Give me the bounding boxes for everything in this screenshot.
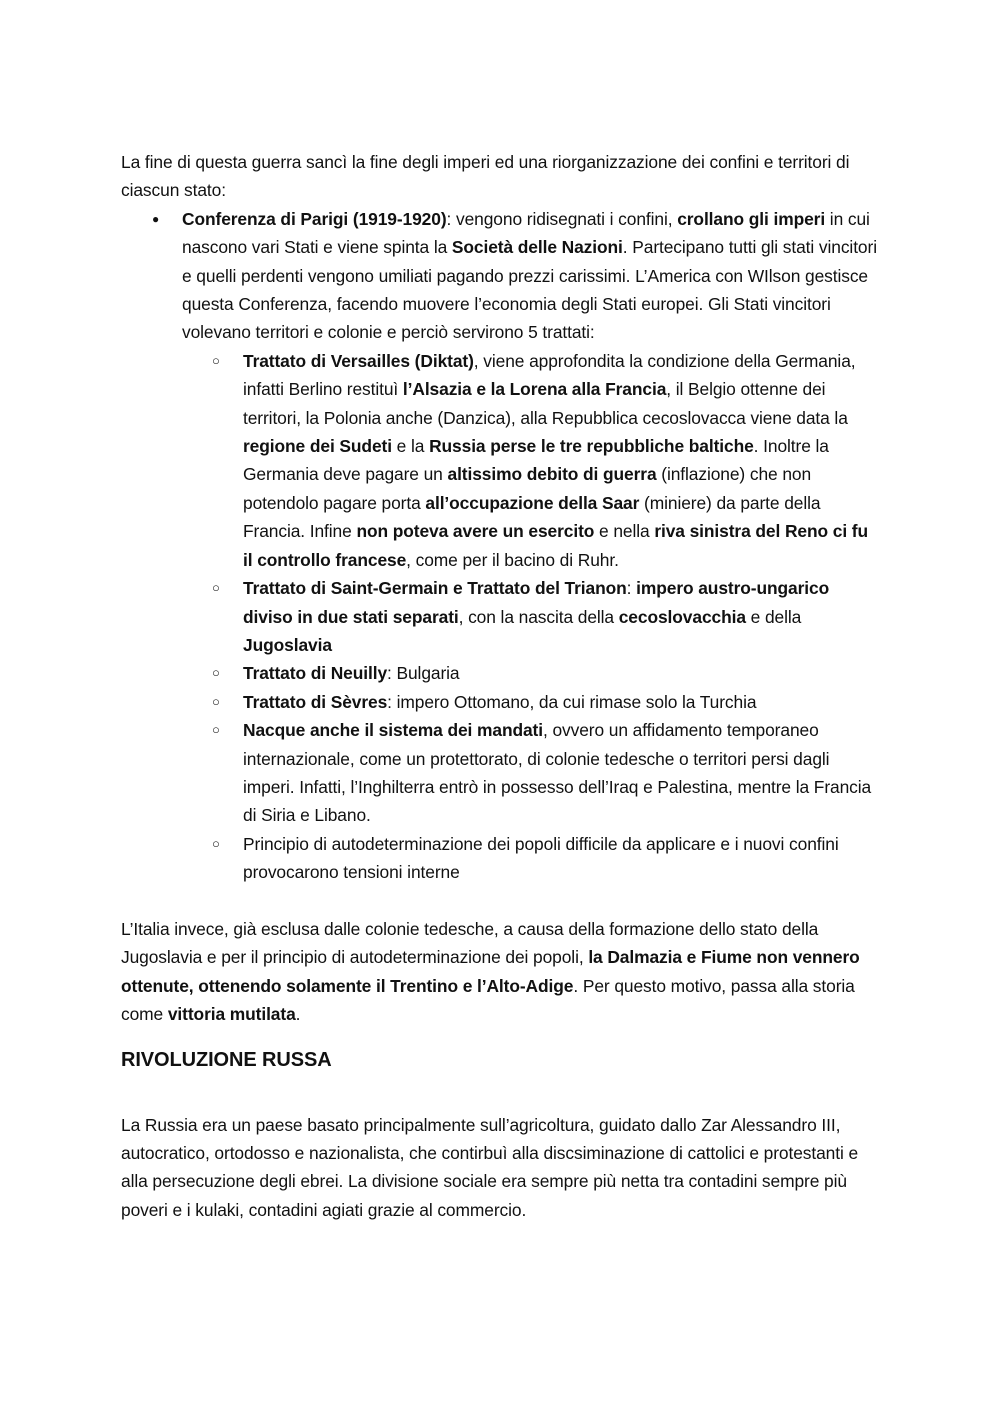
text-run: e della [745,606,802,627]
sub-bullet-sevres [182,688,881,716]
text-run: , ovvero un affidamento temporaneo internazionale, come un protettorato, di colonie tedesche o territori persi dagli imperi. Infatti, l’Inghilterra entrò in possesso dell’Iraq e Palestina, mentre la Francia di Siria e Libano. [243,720,872,826]
text-run: (miniere) da parte della Francia. Infine [243,492,821,542]
text-run: , il Belgio ottenne dei territori, la Polonia anche (Danzica), alla Repubblica cecoslovacca viene data la [243,379,848,428]
sub-bullet-versailles [182,347,881,574]
bold-text: Trattato di Sèvres [243,691,388,712]
sub-bullet-saint-germain [182,574,881,659]
bold-text: la Dalmazia e Fiume non vennero ottenute, ottenendo solamente il Trentino e l’Alto-Adige [121,947,860,996]
text-run: : impero Ottomano, da cui rimase solo la Turchia [387,691,757,712]
bold-text: vittoria mutilata [167,1004,296,1025]
heading-spacer [121,1075,881,1111]
heading-spacer [121,1029,881,1045]
text-run: . Per questo motivo, passa alla storia come [121,975,855,1025]
bold-text: impero austro-ungarico diviso in due stati separati [243,578,830,627]
italia-paragraph [121,915,881,1029]
text-run: : [626,578,637,599]
bold-text: Trattato di Neuilly [243,663,388,684]
bold-text: l’Alsazia e la Lorena alla Francia [402,379,667,400]
bold-text: Nacque anche il sistema dei mandati [243,720,543,741]
text-run: , come per il bacino di Ruhr. [406,549,619,570]
bullet-conferenza-parigi [121,205,881,887]
sub-bullet-mandati [182,716,881,830]
text-run: , viene approfondita la condizione della Germania, infatti Berlino restituì [243,350,856,400]
text-run: e nella [594,521,655,542]
text-run: . Inoltre la Germania deve pagare un [243,436,829,485]
bold-text: Conferenza di Parigi (1919-1920) [182,208,447,229]
text-run: . [295,1004,301,1025]
treaties-sub-list [182,347,881,887]
text-run: in cui nascono vari Stati e viene spinta la [182,208,870,258]
sub-bullet-neuilly [182,659,881,687]
bold-text: Trattato di Saint-Germain e Trattato del Trianon [243,578,627,599]
text-run: e la [391,436,430,457]
text-run: , con la nascita della [458,606,619,627]
section-heading: RIVOLUZIONE RUSSA [121,1048,332,1071]
bold-text: crollano gli imperi [677,208,826,229]
main-bullet-list [121,205,881,887]
bold-text: all’occupazione della Saar [425,492,640,513]
intro-paragraph: La fine di questa guerra sancì la fine degli imperi ed una riorganizzazione dei confini e territori di ciascun stato: [121,152,850,201]
bold-text: regione dei Sudeti [243,436,392,457]
bold-text: Società delle Nazioni [451,237,623,258]
text-run: (inflazione) che non potendolo pagare porta [243,464,812,513]
bold-text: Jugoslavia [243,634,332,655]
bold-text: riva sinistra del Reno ci fu il controllo francese [243,521,868,570]
russia-paragraph: La Russia era un paese basato principalmente sull’agricoltura, guidato dallo Zar Alessandro III, autocratico, ortodosso e nazionalista, che contirbuì alla discsiminazione di cattolici e protestanti e alla persecuzione degli ebrei. La divisione sociale era sempre più netta tra contadini sempre più poveri e i kulaki, contadini agiati grazie al commercio. [121,1114,859,1220]
bold-text: cecoslovacchia [618,606,746,627]
bold-text: non poteva avere un esercito [356,521,595,542]
text-run: : vengono ridisegnati i confini, [446,208,678,229]
sub-bullet-principio [182,830,881,887]
paragraph-spacer [121,887,881,915]
text-run: L’Italia invece, già esclusa dalle colonie tedesche, a causa della formazione dello stato della Jugoslavia e per il principio di autodeterminazione dei popoli, [121,918,819,968]
bold-text: Trattato di Versailles (Diktat) [243,350,474,371]
text-run: Principio di autodeterminazione dei popoli difficile da applicare e i nuovi confini provocarono tensioni interne [243,833,839,883]
bold-text: altissimo debito di guerra [447,464,657,485]
text-run: . Partecipano tutti gli stati vincitori e quelli perdenti vengono umiliati pagando prezzi carissimi. L’America con WIlson gestisce questa Conferenza, facendo muovere l’economia degli Stati europei. Gli Stati vincitori volevano territori e colonie e perciò servirono 5 trattati: [182,237,877,343]
page-content [121,148,881,1224]
text-run: : Bulgaria [387,663,460,684]
bold-text: Russia perse le tre repubbliche baltiche [429,436,754,457]
